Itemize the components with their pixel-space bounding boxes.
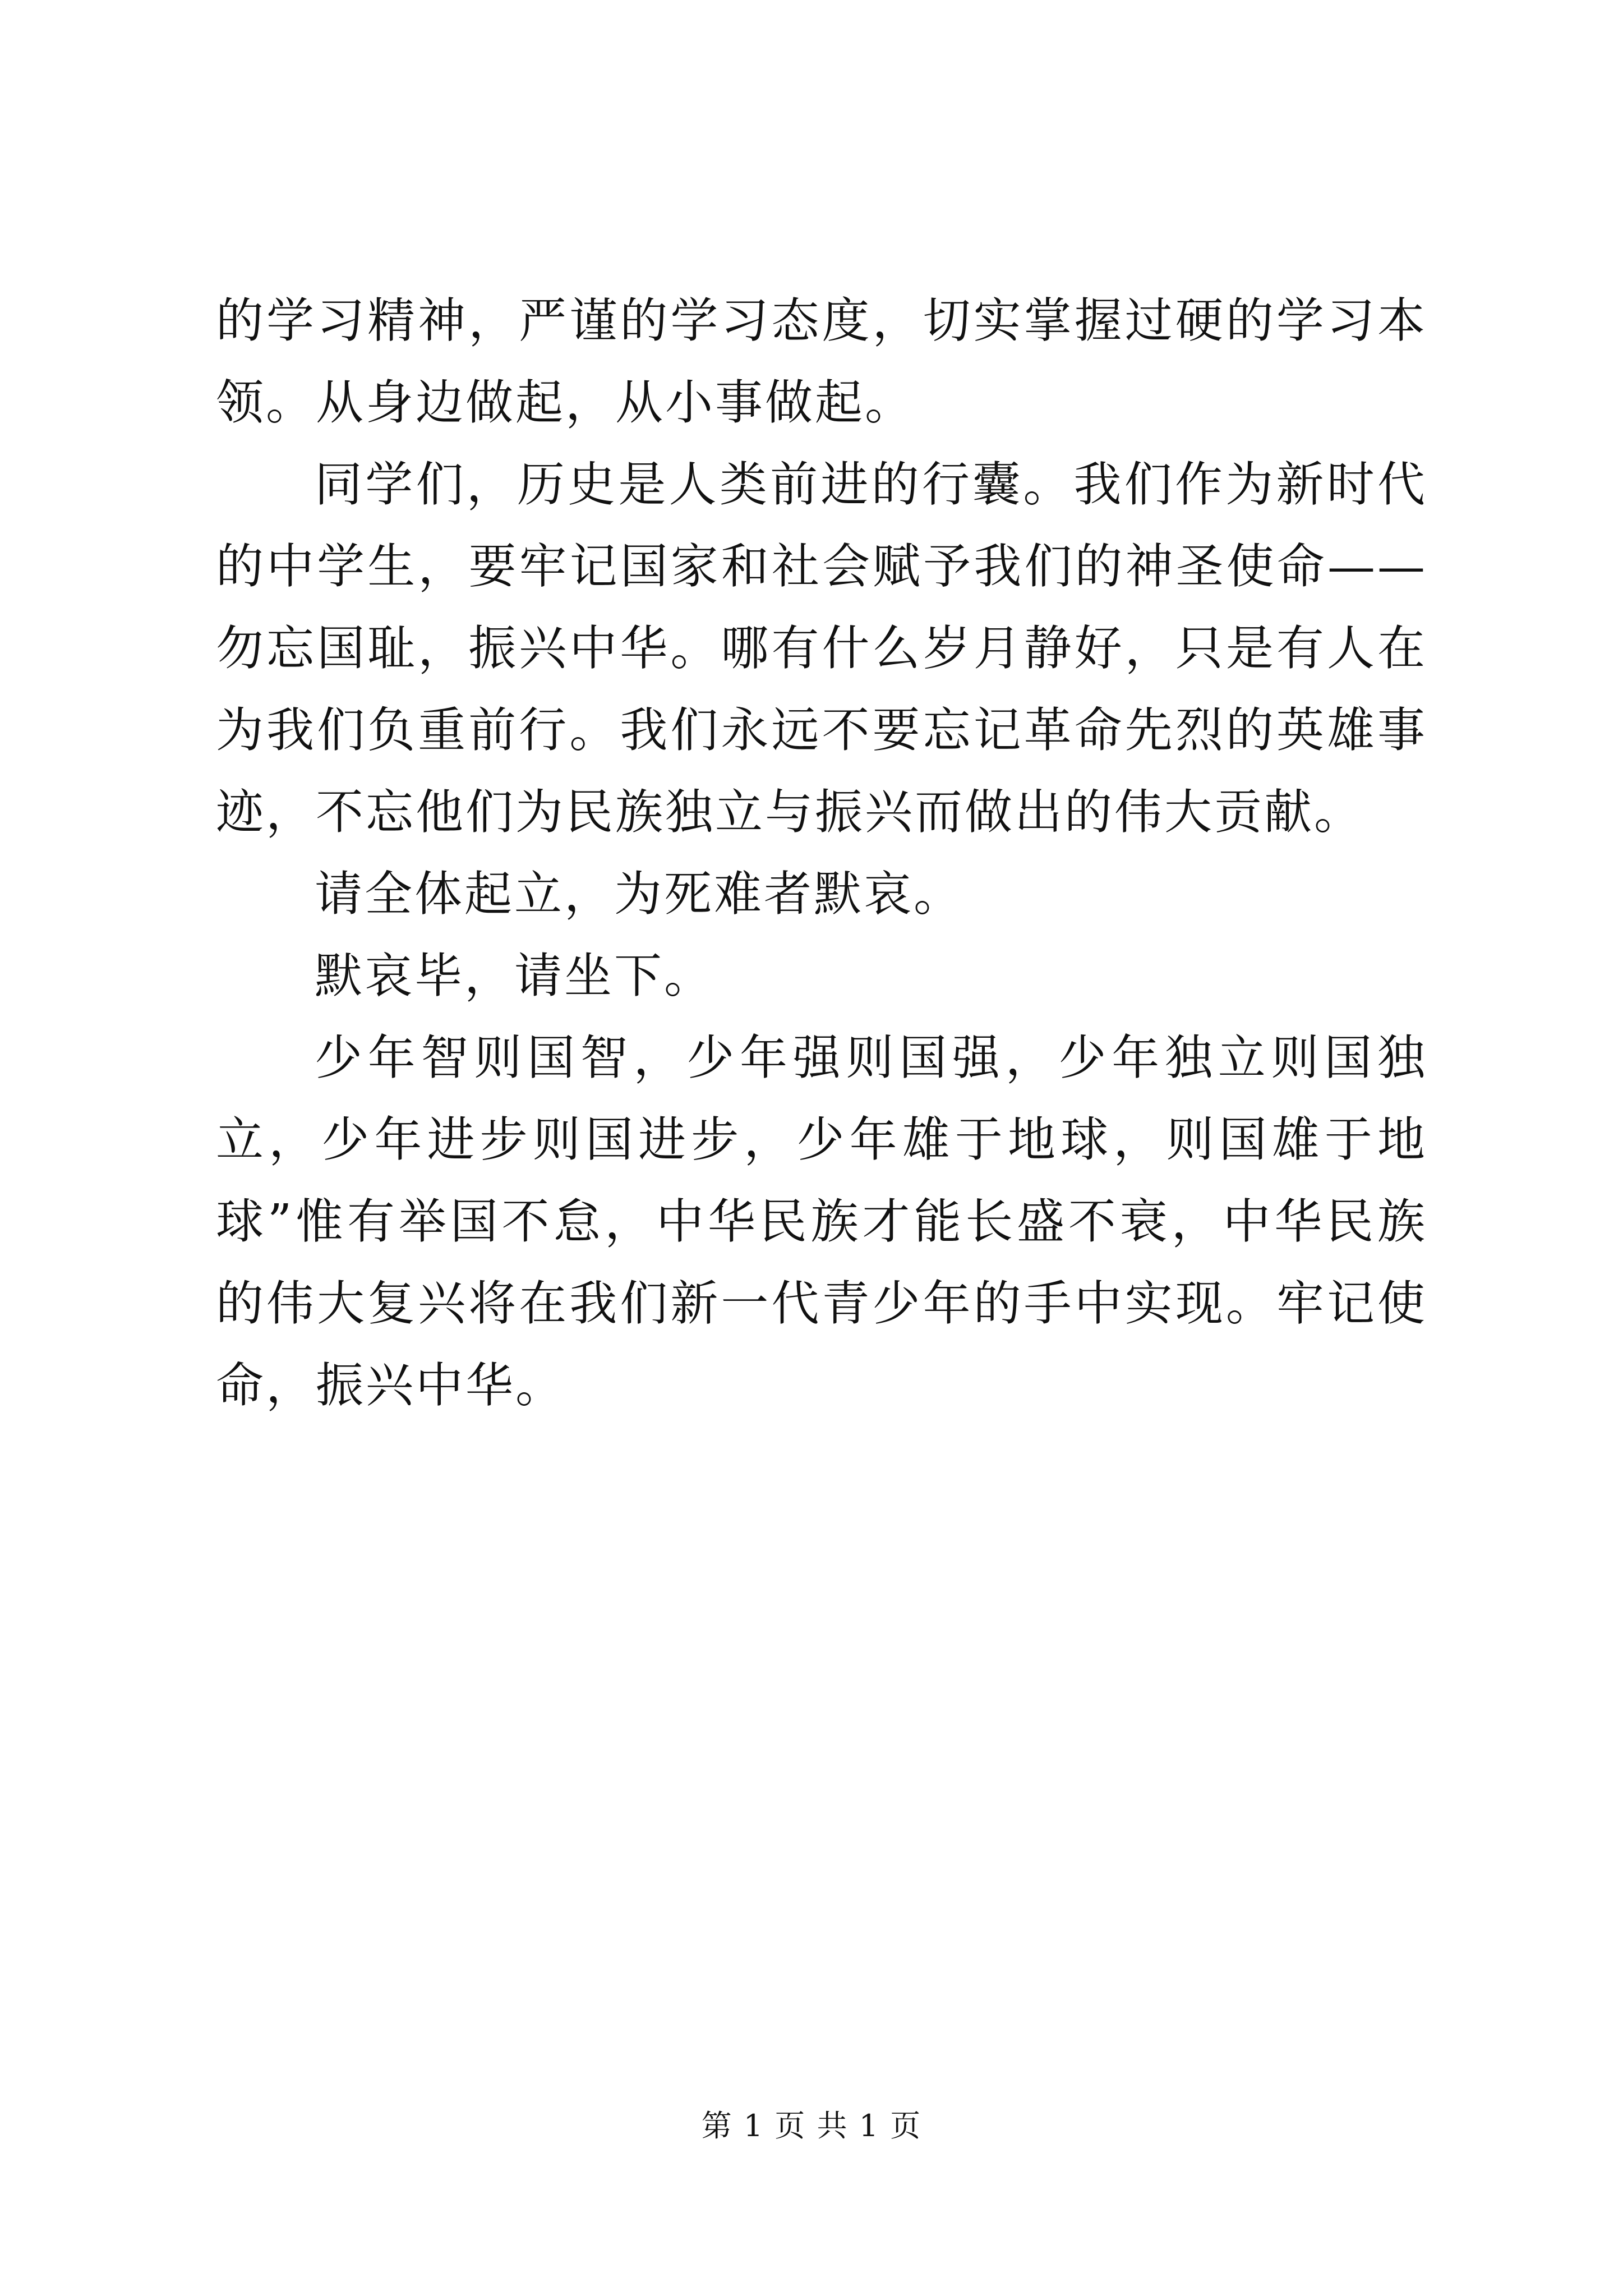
document-body bbox=[216, 280, 1427, 1427]
paragraph-sit-down: 默哀毕，请坐下。 bbox=[315, 949, 714, 1004]
paragraph-stand-silence: 请全体起立，为死难者默哀。 bbox=[315, 867, 964, 922]
paragraph-history: 同学们，历史是人类前进的行囊。我们作为新时代的中学生，要牢记国家和社会赋予我们的神圣使命——勿忘国耻，振兴中华。哪有什么岁月静好，只是有人在为我们负重前行。我们永远不要忘记革命先烈的英雄事迹，不忘他们为民族独立与振兴而做出的伟大贡献。 bbox=[216, 457, 1427, 840]
paragraph-youth: 少年智则国智，少年强则国强，少年独立则国独立，少年进步则国进步，少年雄于地球，则国雄于地球”惟有举国不怠，中华民族才能长盛不衰，中华民族的伟大复兴将在我们新一代青少年的手中实现。牢记使命，振兴中华。 bbox=[216, 1030, 1427, 1414]
page-footer: 第 1 页 共 1 页 bbox=[701, 2108, 922, 2143]
paragraph-continuation: 的学习精神，严谨的学习态度，切实掌握过硬的学习本领。从身边做起，从小事做起。 bbox=[216, 293, 1427, 431]
